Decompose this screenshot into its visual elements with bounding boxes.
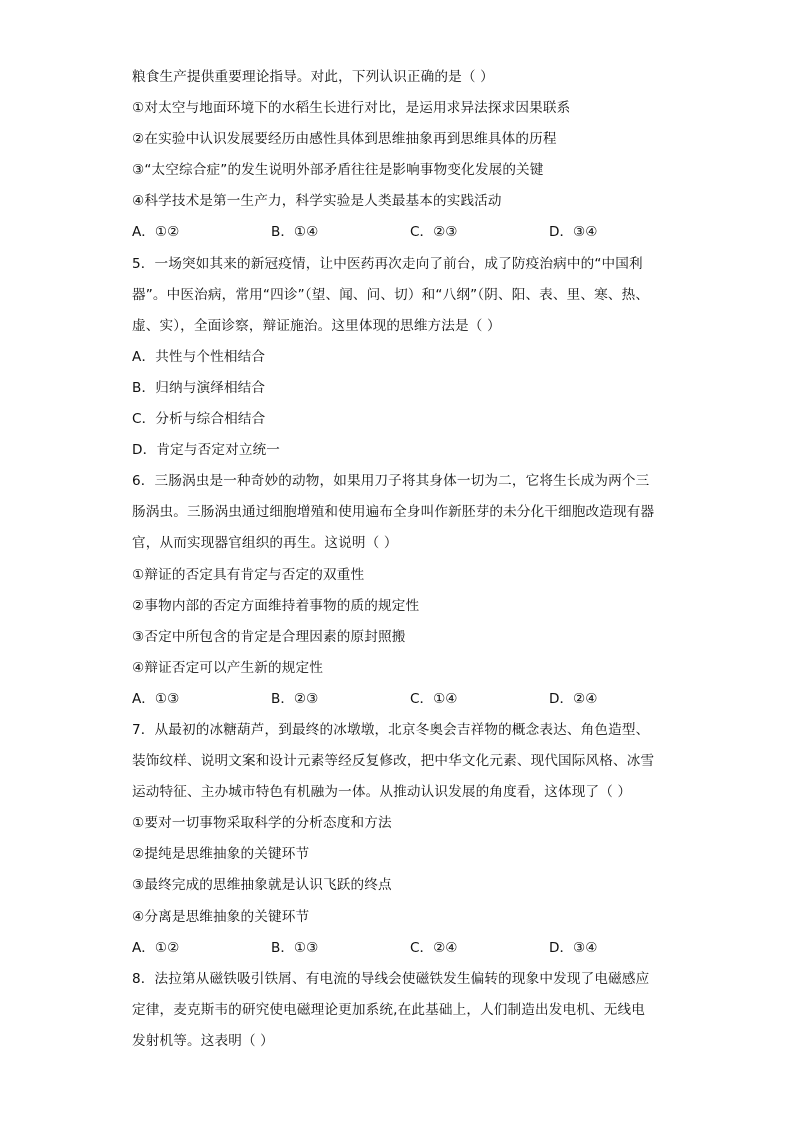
question-stem-line: 肠涡虫。三肠涡虫通过细胞增殖和使用遍布全身叫作新胚芽的未分化干细胞改造现有器 xyxy=(132,504,655,521)
statement-item: ②事物内部的否定方面维持着事物的质的规定性 xyxy=(132,597,420,614)
option-b: B．②③ xyxy=(271,690,319,707)
option-a: A．①③ xyxy=(132,690,180,707)
statement-item: ③否定中所包含的肯定是合理因素的原封照搬 xyxy=(132,628,406,645)
question-stem-line: 运动特征、主办城市特色有机融为一体。从推动认识发展的角度看，这体现了（ ） xyxy=(132,784,632,801)
statement-item: ①辩证的否定具有肯定与否定的双重性 xyxy=(132,566,365,583)
option-b: B．①③ xyxy=(271,939,319,956)
answer-options xyxy=(132,217,672,248)
question-stem-line: 定律，麦克斯韦的研究使电磁理论更加系统,在此基础上，人们制造出发电机、无线电 xyxy=(132,1001,645,1018)
question-6 xyxy=(132,466,672,715)
option-c: C．②④ xyxy=(410,939,458,956)
answer-options xyxy=(132,933,672,964)
statement-item: ④分离是思维抽象的关键环节 xyxy=(132,908,310,925)
statement-item: ①要对一切事物采取科学的分析态度和方法 xyxy=(132,815,392,832)
option-c: C．①④ xyxy=(410,690,458,707)
question-stem-line: 装饰纹样、说明文案和设计元素等经反复修改，把中华文化元素、现代国际风格、冰雪 xyxy=(132,753,655,770)
option-b: B．归纳与演绎相结合 xyxy=(132,379,266,396)
question-7 xyxy=(132,715,672,964)
question-stem-line: 器”。中医治病，常用“四诊”（望、闻、问、切）和“八纲”（阴、阳、表、里、寒、热、 xyxy=(132,286,650,303)
question-stem-line: 5．一场突如其来的新冠疫情，让中医药再次走向了前台，成了防疫治病中的“中国利 xyxy=(132,255,643,272)
option-a: A．共性与个性相结合 xyxy=(132,348,266,365)
option-a: A．①② xyxy=(132,939,180,956)
question-stem-line: 虚、实），全面诊察，辩证施治。这里体现的思维方法是（ ） xyxy=(132,317,501,334)
question-stem-line: 6．三肠涡虫是一种奇妙的动物，如果用刀子将其身体一切为二，它将生长成为两个三 xyxy=(132,473,650,490)
option-d: D．③④ xyxy=(549,939,598,956)
option-c: C．②③ xyxy=(410,224,458,241)
option-d: D．③④ xyxy=(549,224,598,241)
question-stem-line: 官，从而实现器官组织的再生。这说明（ ） xyxy=(132,535,398,552)
question-8 xyxy=(132,964,672,1057)
question-4 xyxy=(132,62,672,249)
statement-item: ③最终完成的思维抽象就是认识飞跃的终点 xyxy=(132,877,392,894)
option-d: D．肯定与否定对立统一 xyxy=(132,442,281,459)
statement-item: ③“太空综合症”的发生说明外部矛盾往往是影响事物变化发展的关键 xyxy=(132,162,544,179)
option-d: D．②④ xyxy=(549,690,598,707)
question-stem-line: 8．法拉第从磁铁吸引铁屑、有电流的导线会使磁铁发生偏转的现象中发现了电磁感应 xyxy=(132,970,650,987)
question-stem-line: 7．从最初的冰糖葫芦，到最终的冰墩墩，北京冬奥会吉祥物的概念表达、角色造型、 xyxy=(132,721,650,738)
statement-item: ②提纯是思维抽象的关键环节 xyxy=(132,846,310,863)
option-c: C．分析与综合相结合 xyxy=(132,411,266,428)
question-stem-line: 粮食生产提供重要理论指导。对此，下列认识正确的是（ ） xyxy=(132,69,494,85)
question-5 xyxy=(132,249,672,467)
statement-item: ①对太空与地面环境下的水稻生长进行对比，是运用求异法探求因果联系 xyxy=(132,100,571,117)
statement-item: ④科学技术是第一生产力，科学实验是人类最基本的实践活动 xyxy=(132,193,502,210)
statement-item: ④辩证否定可以产生新的规定性 xyxy=(132,659,324,676)
option-a: A．①② xyxy=(132,224,180,241)
statement-item: ②在实验中认识发展要经历由感性具体到思维抽象再到思维具体的历程 xyxy=(132,131,557,148)
exam-content xyxy=(132,62,672,1057)
question-stem-line: 发射机等。这表明（ ） xyxy=(132,1032,274,1049)
answer-options xyxy=(132,684,672,715)
option-b: B．①④ xyxy=(271,224,319,241)
